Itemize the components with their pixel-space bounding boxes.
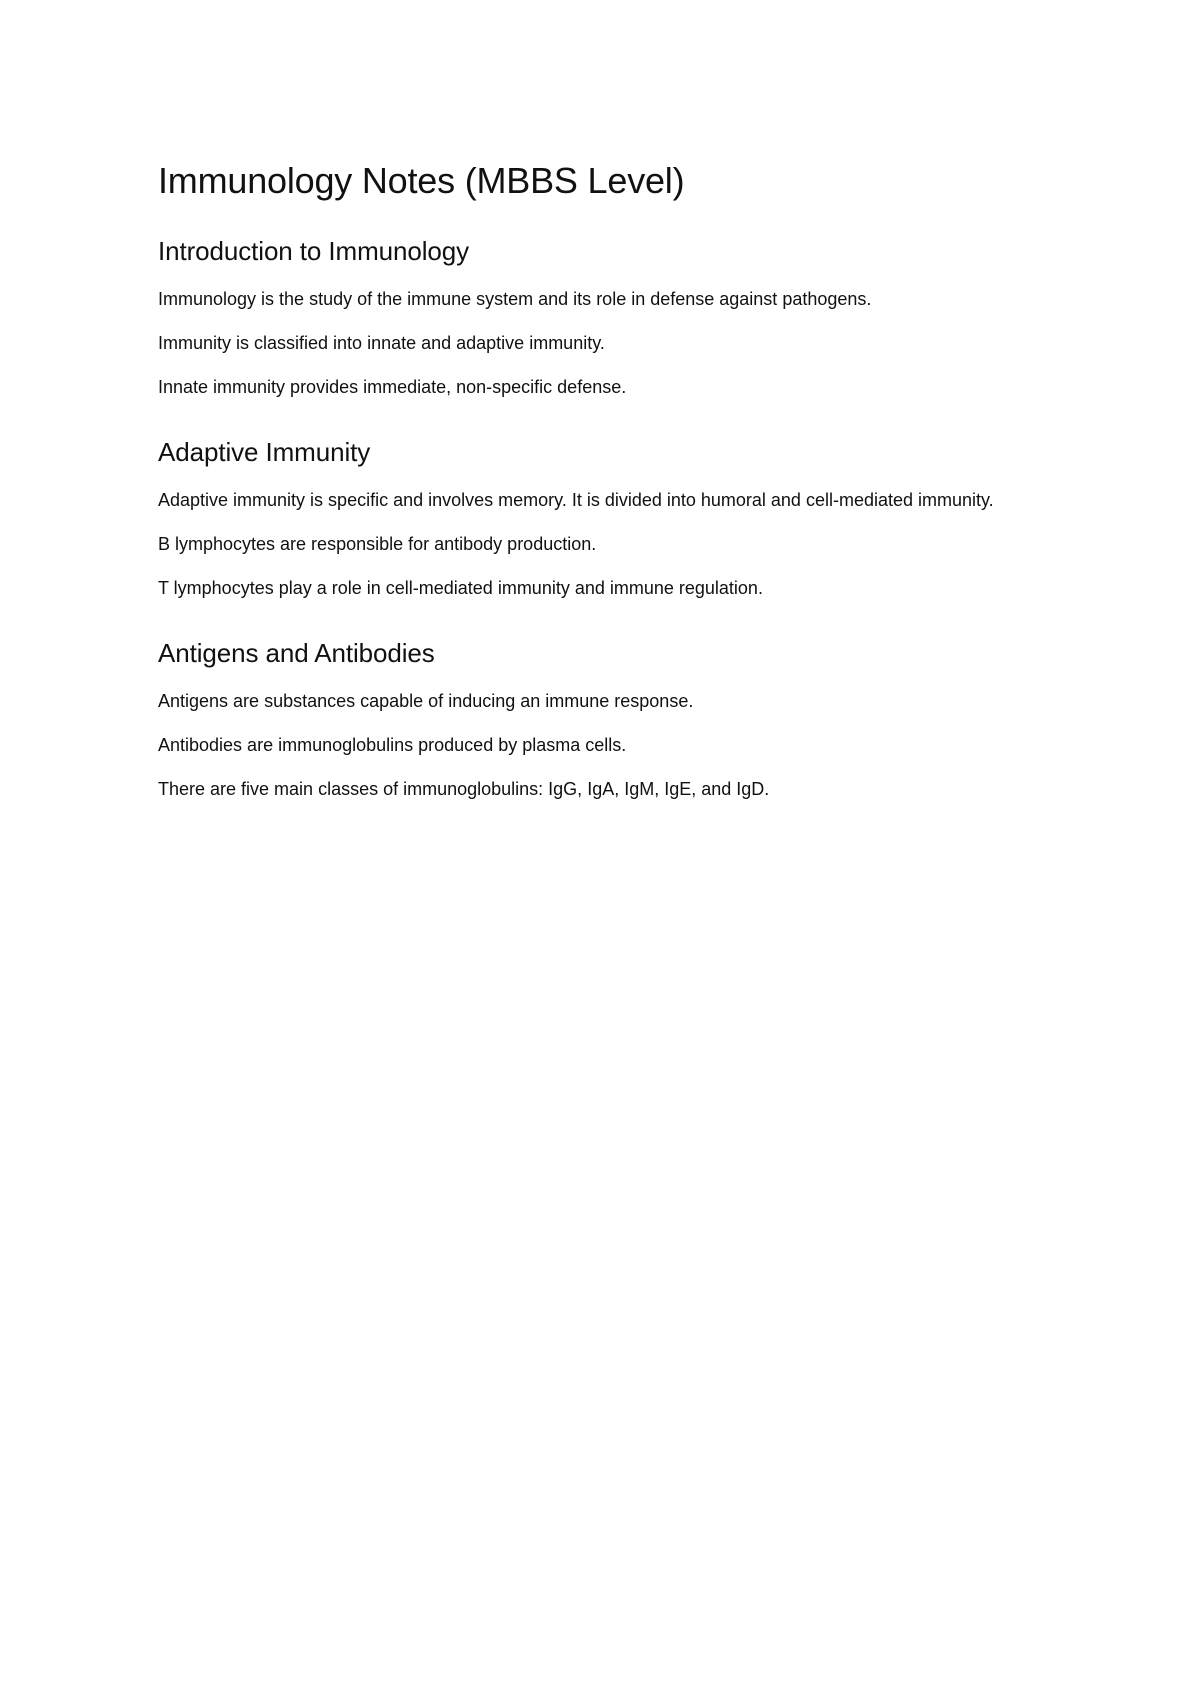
paragraph: Immunity is classified into innate and adaptive immunity. [158,333,605,353]
document-title: Immunology Notes (MBBS Level) [158,160,685,201]
section-antigens-antibodies [158,636,1038,803]
section-heading: Antigens and Antibodies [158,638,435,668]
section-heading: Introduction to Immunology [158,236,470,266]
paragraph: Antibodies are immunoglobulins produced by plasma cells. [158,735,627,755]
paragraph: T lymphocytes play a role in cell-mediated immunity and immune regulation. [158,578,763,598]
paragraph: B lymphocytes are responsible for antibody production. [158,534,597,554]
section-introduction [158,234,1038,401]
paragraph: Innate immunity provides immediate, non-specific defense. [158,377,627,397]
document-content [158,158,1038,819]
paragraph: Adaptive immunity is specific and involves memory. It is divided into humoral and cell-mediated immunity. [158,490,994,510]
section-adaptive-immunity [158,435,1038,602]
paragraph: Antigens are substances capable of inducing an immune response. [158,691,694,711]
paragraph: Immunology is the study of the immune system and its role in defense against pathogens. [158,289,872,309]
paragraph: There are five main classes of immunoglobulins: IgG, IgA, IgM, IgE, and IgD. [158,779,770,799]
section-heading: Adaptive Immunity [158,437,371,467]
